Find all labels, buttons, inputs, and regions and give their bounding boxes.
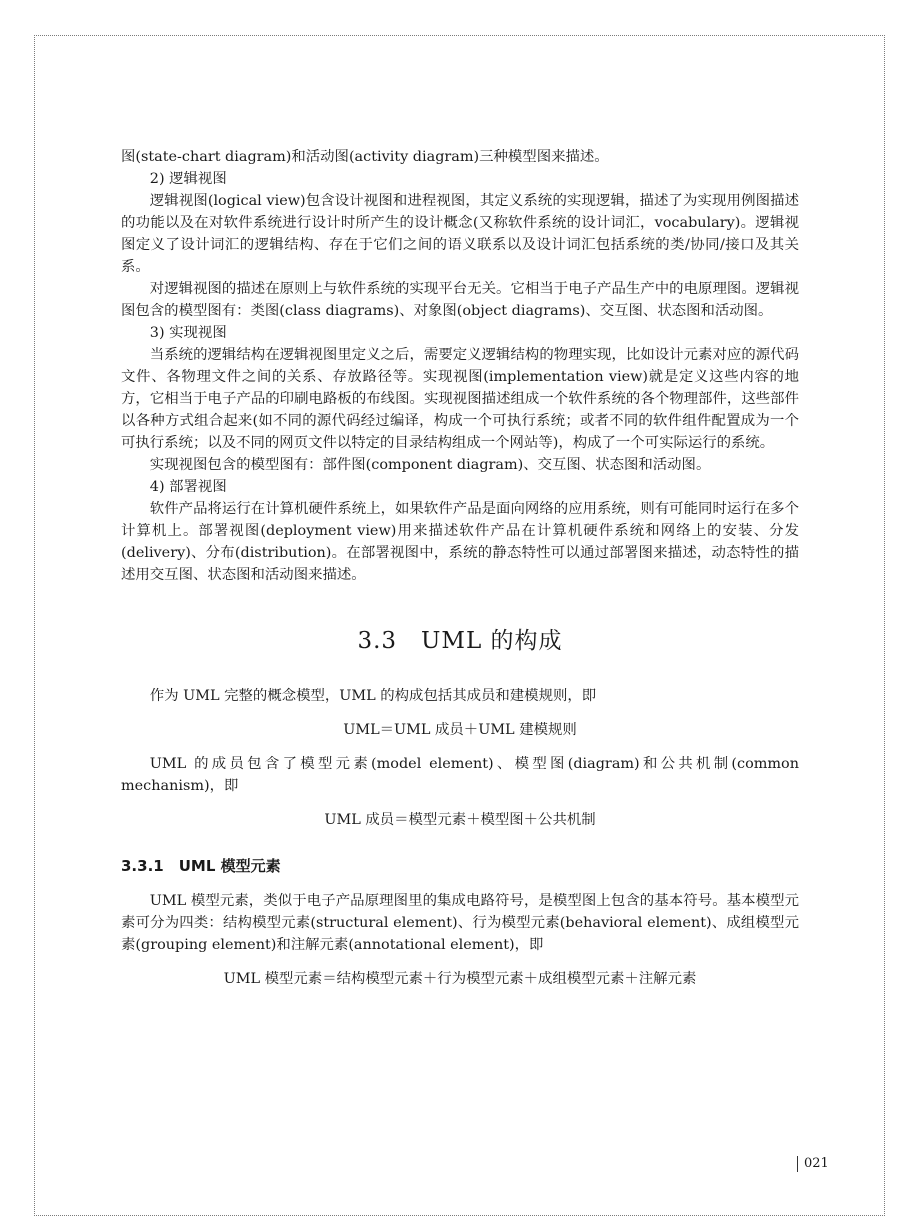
paragraph-logical-view-desc: 对逻辑视图的描述在原则上与软件系统的实现平台无关。它相当于电子产品生产中的电原理图。逻辑视图包含的模型图有：类图(class diagrams)、对象图(object diagrams)、交互图、状态图和活动图。 [121, 281, 799, 319]
section-title: 3.3 UML 的构成 [357, 628, 563, 654]
heading-deployment-view: 4) 部署视图 [149, 479, 227, 495]
subsection-title: 3.3.1 UML 模型元素 [121, 857, 281, 875]
formula-uml: UML＝UML 成员＋UML 建模规则 [343, 722, 577, 738]
formula-uml-members: UML 成员＝模型元素＋模型图＋公共机制 [324, 812, 596, 828]
paragraph-continuation: 图(state-chart diagram)和活动图(activity diagram)三种模型图来描述。 [121, 149, 609, 165]
heading-logical-view: 2) 逻辑视图 [149, 171, 227, 187]
heading-implementation-view: 3) 实现视图 [149, 325, 227, 341]
formula-model-elements: UML 模型元素＝结构模型元素＋行为模型元素＋成组模型元素＋注解元素 [223, 971, 697, 987]
paragraph-implementation-view: 当系统的逻辑结构在逻辑视图里定义之后，需要定义逻辑结构的物理实现，比如设计元素对应的源代码文件、各物理文件之间的关系、存放路径等。实现视图(implementation view)就是定义这些内容的地方，它相当于电子产品的印刷电路板的布线图。实现视图描述组成一个软件系统的各个物理部件，这些部件以各种方式组合起来(如不同的源代码经过编译，构成一个可执行系统；或者不同的软件组件配置成为一个可执行系统；以及不同的网页文件以特定的目录结构组成一个网站等)，构成了一个可实际运行的系统。 [121, 347, 799, 451]
paragraph-logical-view: 逻辑视图(logical view)包含设计视图和进程视图，其定义系统的实现逻辑，描述了为实现用例图描述的功能以及在对软件系统进行设计时所产生的设计概念(又称软件系统的设计词汇，vocabulary)。逻辑视图定义了设计词汇的逻辑结构、存在于它们之间的语义联系以及设计词汇包括系统的类/协同/接口及其关系。 [121, 193, 799, 275]
paragraph-model-elements: UML 模型元素，类似于电子产品原理图里的集成电路符号，是模型图上包含的基本符号。基本模型元素可分为四类：结构模型元素(structural element)、行为模型元素(behavioral element)、成组模型元素(grouping element)和注解元素(annotational element)，即 [121, 893, 799, 953]
page-content [121, 146, 799, 990]
section-intro: 作为 UML 完整的概念模型，UML 的构成包括其成员和建模规则，即 [149, 688, 597, 704]
paragraph-implementation-diagrams: 实现视图包含的模型图有：部件图(component diagram)、交互图、状态图和活动图。 [149, 457, 711, 473]
page-number: 021 [797, 1156, 829, 1172]
paragraph-deployment-view: 软件产品将运行在计算机硬件系统上，如果软件产品是面向网络的应用系统，则有可能同时运行在多个计算机上。部署视图(deployment view)用来描述软件产品在计算机硬件系统和网络上的安装、分发(delivery)、分布(distribution)。在部署视图中，系统的静态特性可以通过部署图来描述，动态特性的描述用交互图、状态图和活动图来描述。 [121, 501, 799, 583]
paragraph-uml-members: UML 的成员包含了模型元素(model element)、模型图(diagram)和公共机制(common mechanism)，即 [121, 756, 799, 794]
